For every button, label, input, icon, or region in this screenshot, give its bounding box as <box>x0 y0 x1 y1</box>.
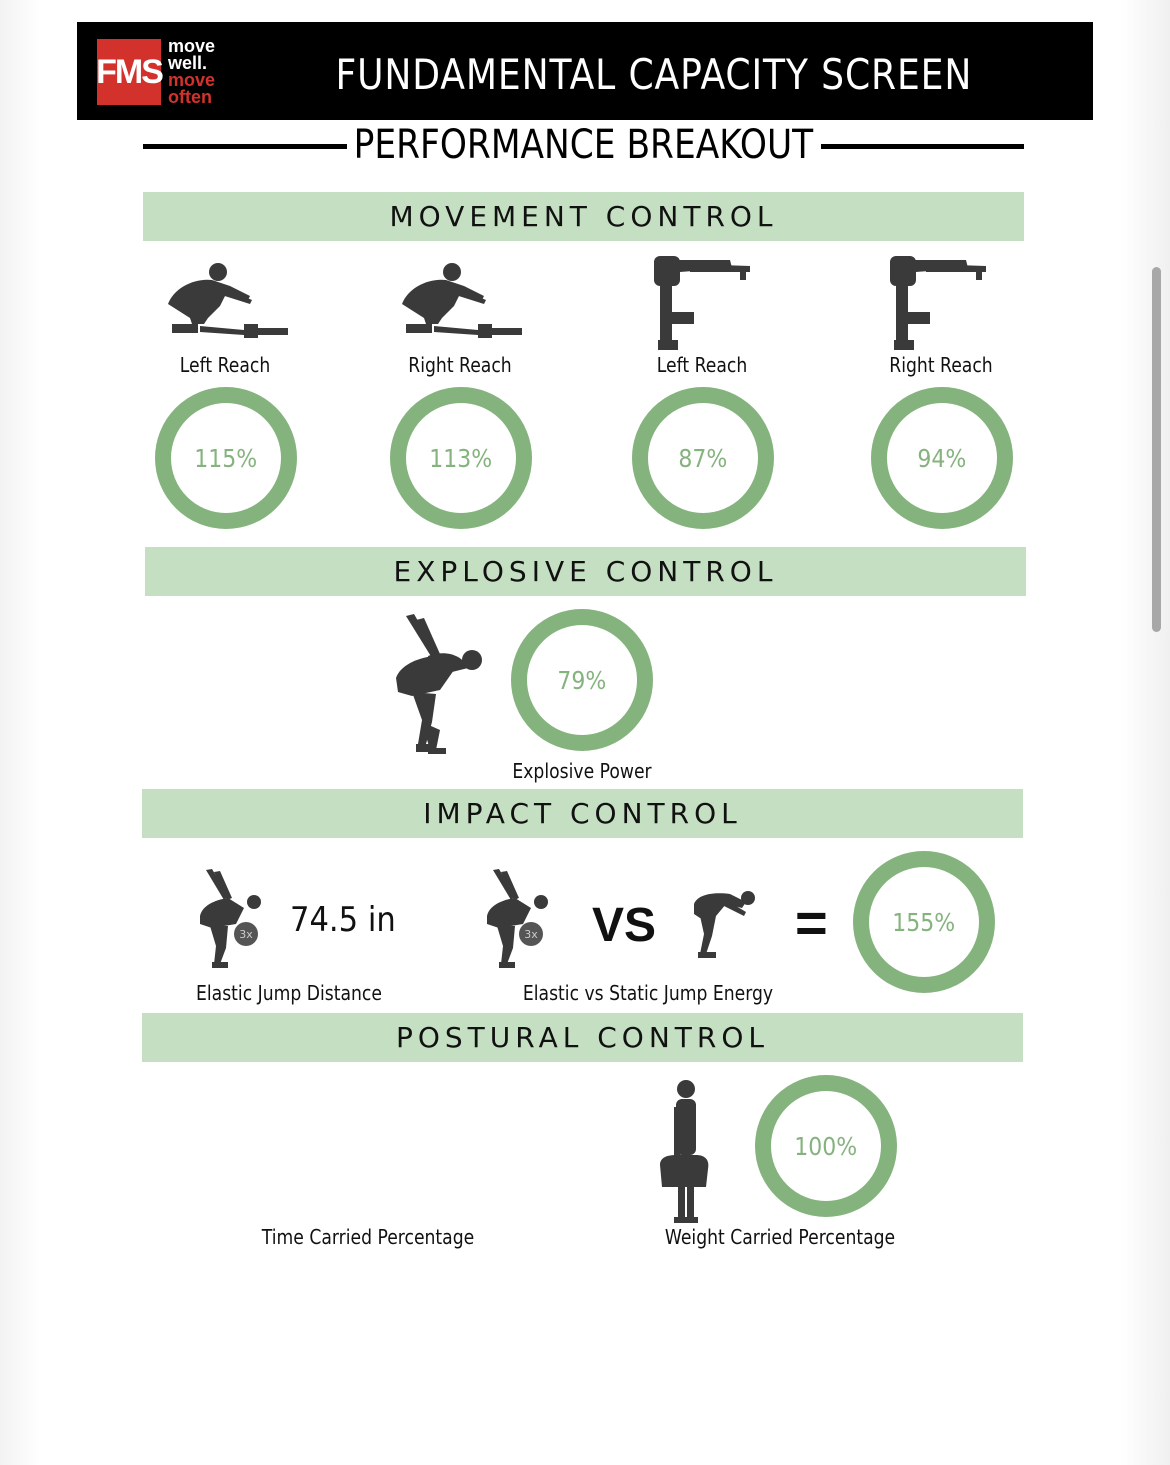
section-title: IMPACT CONTROL <box>423 797 742 830</box>
score-value: 94% <box>917 443 967 473</box>
section-title: EXPLOSIVE CONTROL <box>393 555 778 588</box>
single-leg-reach-left-icon <box>650 250 756 354</box>
crouch-reach-right-icon <box>394 262 524 342</box>
tagline-word: often <box>168 87 212 107</box>
tagline-word: move <box>168 36 216 56</box>
postural-weight-label: Weight Carried Percentage <box>664 1225 896 1249</box>
section-band-movement <box>143 192 1024 241</box>
score-value: 113% <box>429 443 493 473</box>
header-banner <box>77 22 1093 120</box>
score-value: 87% <box>678 443 728 473</box>
farmer-carry-silhouette-icon <box>656 1077 712 1227</box>
score-value: 155% <box>892 907 956 937</box>
single-leg-reach-right-icon <box>886 250 992 354</box>
jump-distance-value: 74.5 in <box>290 900 396 940</box>
page-title: FUNDAMENTAL CAPACITY SCREEN <box>335 50 973 99</box>
section-band-postural <box>142 1013 1023 1062</box>
tagline-word: well. <box>168 53 208 73</box>
score-ring <box>853 851 995 993</box>
explosive-label: Explosive Power <box>512 759 652 783</box>
score-ring <box>511 609 653 751</box>
movement-label: Right Reach <box>889 353 993 377</box>
crouch-reach-left-icon <box>160 262 290 342</box>
subtitle: PERFORMANCE BREAKOUT <box>353 122 814 168</box>
section-title: MOVEMENT CONTROL <box>389 200 778 233</box>
scrollbar-thumb[interactable] <box>1152 267 1161 632</box>
score-value: 100% <box>794 1131 858 1161</box>
static-jump-silhouette-icon <box>690 884 758 960</box>
equals-sign: = <box>795 891 828 954</box>
elastic-jump-silhouette-icon <box>196 868 268 972</box>
impact-distance-label: Elastic Jump Distance <box>196 981 382 1005</box>
tagline-word: move <box>168 70 216 90</box>
score-value: 115% <box>194 443 258 473</box>
score-ring <box>632 387 774 529</box>
score-ring <box>755 1075 897 1217</box>
postural-time-label: Time Carried Percentage <box>261 1225 475 1249</box>
repetition-badge: 3x <box>239 928 253 941</box>
jump-prep-silhouette-icon <box>392 612 488 760</box>
score-ring <box>390 387 532 529</box>
elastic-jump-silhouette-icon <box>483 868 555 972</box>
section-band-explosive <box>145 547 1026 596</box>
movement-label: Left Reach <box>656 353 748 377</box>
movement-label: Right Reach <box>408 353 512 377</box>
section-band-impact <box>142 789 1023 838</box>
movement-label: Left Reach <box>179 353 271 377</box>
fms-logo: FMS <box>97 39 161 105</box>
versus-text: VS <box>592 899 657 952</box>
section-title: POSTURAL CONTROL <box>395 1021 769 1054</box>
subtitle-row <box>143 122 1024 172</box>
score-value: 79% <box>557 665 607 695</box>
score-ring <box>871 387 1013 529</box>
score-ring <box>155 387 297 529</box>
impact-energy-label: Elastic vs Static Jump Energy <box>522 981 774 1005</box>
repetition-badge: 3x <box>524 928 538 941</box>
